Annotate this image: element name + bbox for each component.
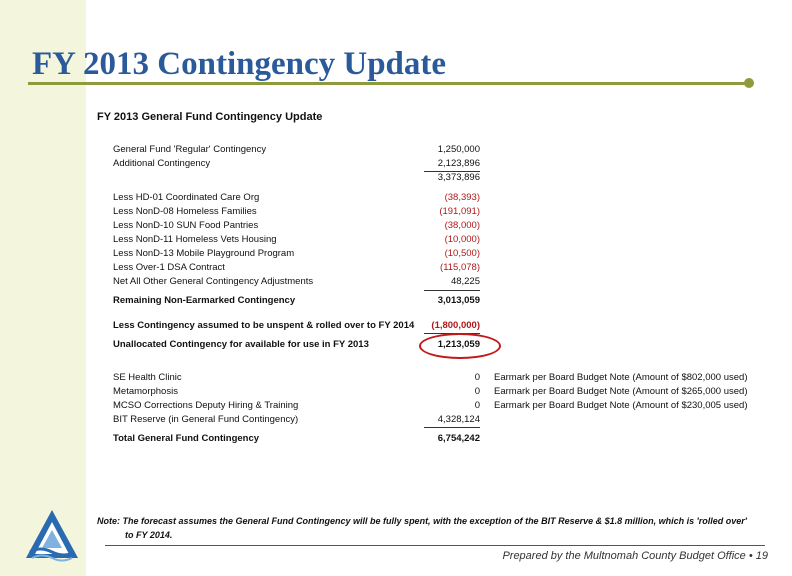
slide-title: FY 2013 Contingency Update xyxy=(32,46,447,82)
row-label: Less Contingency assumed to be unspent & rolled over to FY 2014 xyxy=(113,320,415,331)
table-row xyxy=(0,192,792,206)
table-row xyxy=(0,206,792,220)
table-row xyxy=(0,414,792,428)
table-row xyxy=(0,144,792,158)
footer-text: Prepared by the Multnomah County Budget Office • 19 xyxy=(502,550,768,562)
table-row xyxy=(0,172,792,186)
highlight-oval xyxy=(419,333,501,359)
table-row xyxy=(0,339,792,353)
row-label: Remaining Non-Earmarked Contingency xyxy=(113,295,296,306)
table-row xyxy=(0,320,792,334)
row-label: Unallocated Contingency for available for use in FY 2013 xyxy=(113,339,369,350)
footnote-line-1: Note: The forecast assumes the General Fund Contingency will be fully spent, with the exception of the BIT Reserve & $1.8 million, which is 'rolled over' xyxy=(97,516,747,526)
row-label: Less NonD-13 Mobile Playground Program xyxy=(113,248,295,259)
row-amount: (191,091) xyxy=(439,206,480,217)
row-label: Net All Other General Contingency Adjustments xyxy=(113,276,314,287)
table-row xyxy=(0,400,792,414)
row-label: Total General Fund Contingency xyxy=(113,433,260,444)
subtotal-underline xyxy=(424,427,480,428)
row-amount: 2,123,896 xyxy=(437,158,480,169)
row-amount: 0 xyxy=(474,386,480,397)
row-amount: (10,500) xyxy=(444,248,480,259)
row-note: Earmark per Board Budget Note (Amount of $265,000 used) xyxy=(494,386,748,397)
row-amount: (38,000) xyxy=(444,220,480,231)
row-note: Earmark per Board Budget Note (Amount of $802,000 used) xyxy=(494,372,748,383)
row-amount: 0 xyxy=(474,400,480,411)
title-rule xyxy=(28,82,748,85)
row-label: BIT Reserve (in General Fund Contingency) xyxy=(113,414,299,425)
table-row xyxy=(0,220,792,234)
table-title: FY 2013 General Fund Contingency Update xyxy=(97,111,323,123)
row-label: Less NonD-11 Homeless Vets Housing xyxy=(113,234,277,245)
table-row xyxy=(0,386,792,400)
table-row xyxy=(0,276,792,290)
row-label: Less HD-01 Coordinated Care Org xyxy=(113,192,260,203)
subtotal-underline xyxy=(424,290,480,291)
row-amount: (115,078) xyxy=(440,262,480,273)
row-amount: 0 xyxy=(474,372,480,383)
title-rule-dot xyxy=(744,78,754,88)
row-label: Less NonD-10 SUN Food Pantries xyxy=(113,220,259,231)
row-label: SE Health Clinic xyxy=(113,372,182,383)
table-row xyxy=(0,158,792,172)
table-row xyxy=(0,433,792,447)
table-row xyxy=(0,234,792,248)
row-amount: 3,013,059 xyxy=(437,295,480,306)
row-label: Less Over-1 DSA Contract xyxy=(113,262,225,273)
table-row xyxy=(0,295,792,309)
row-amount: (38,393) xyxy=(444,192,480,203)
row-label: Metamorphosis xyxy=(113,386,178,397)
row-amount: 48,225 xyxy=(450,276,480,287)
table-row xyxy=(0,262,792,276)
row-label: General Fund 'Regular' Contingency xyxy=(113,144,267,155)
row-amount: 4,328,124 xyxy=(437,414,480,425)
footer-rule xyxy=(105,545,765,546)
row-note: Earmark per Board Budget Note (Amount of $230,005 used) xyxy=(494,400,748,411)
row-amount: 1,250,000 xyxy=(437,144,480,155)
row-amount: 6,754,242 xyxy=(437,433,480,444)
row-label: Additional Contingency xyxy=(113,158,211,169)
table-row xyxy=(0,372,792,386)
row-amount: (10,000) xyxy=(444,234,480,245)
row-amount: 1,213,059 xyxy=(437,339,480,350)
row-amount: 3,373,896 xyxy=(437,172,480,183)
table-row xyxy=(0,248,792,262)
row-amount: (1,800,000) xyxy=(431,320,480,331)
row-label: Less NonD-08 Homeless Families xyxy=(113,206,257,217)
footnote-line-2: to FY 2014. xyxy=(125,530,173,540)
multnomah-county-logo-icon xyxy=(22,508,82,564)
row-label: MCSO Corrections Deputy Hiring & Training xyxy=(113,400,299,411)
